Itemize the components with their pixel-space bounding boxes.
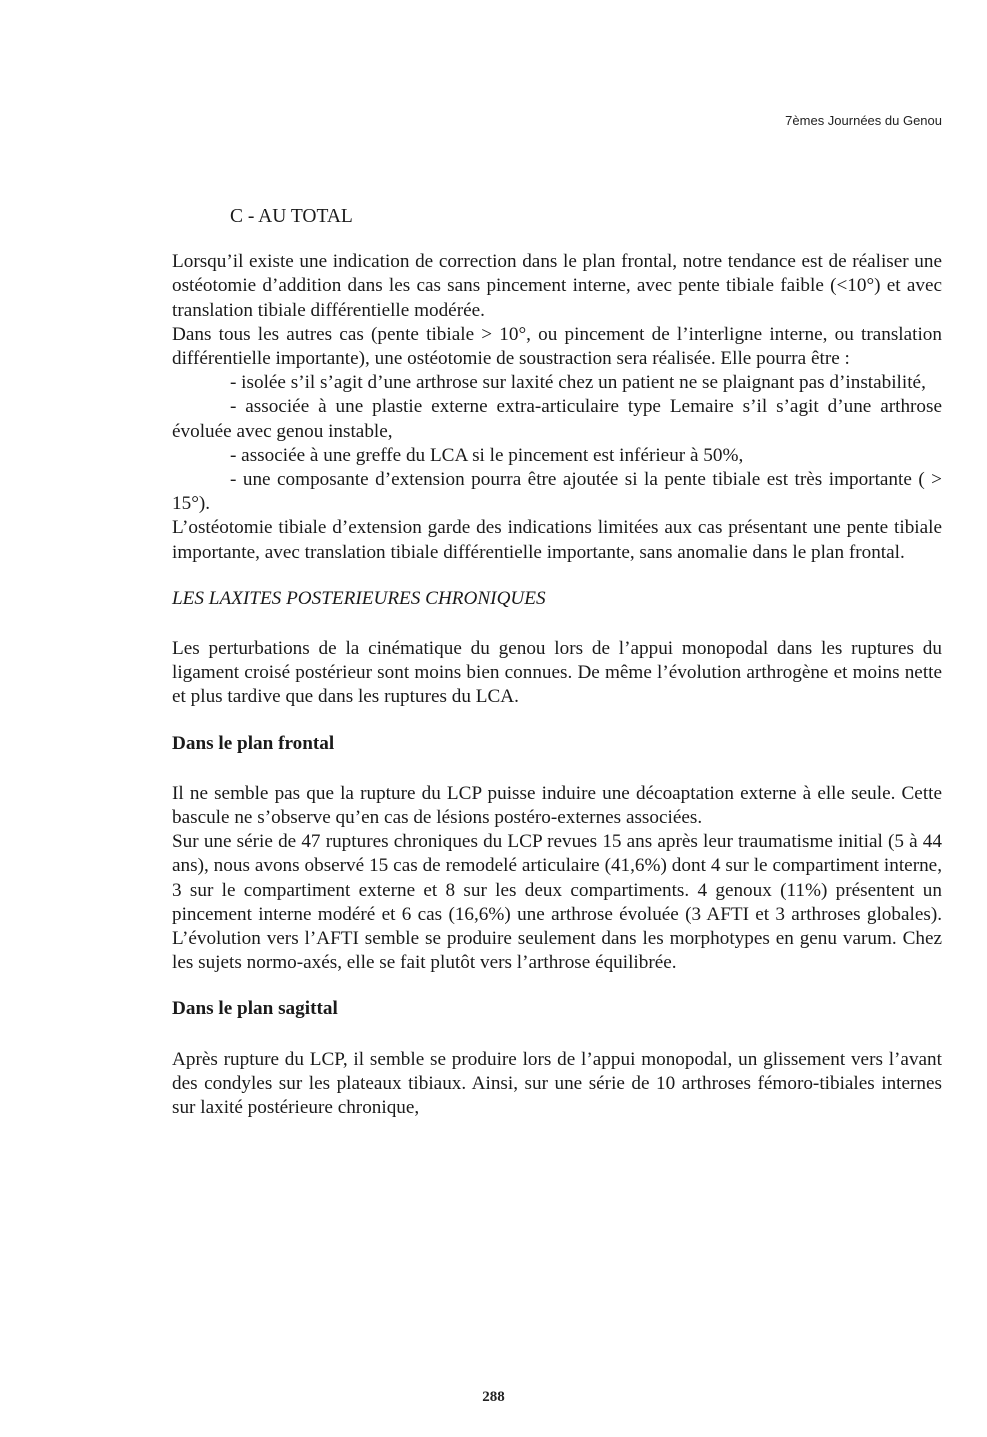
section-heading: C - AU TOTAL <box>230 206 353 227</box>
running-header: 7èmes Journées du Genou <box>785 113 942 128</box>
list-item: - isolée s’il s’agit d’une arthrose sur laxité chez un patient ne se plaignant pas d’instabilité, <box>230 372 926 394</box>
paragraph: Dans tous les autres cas (pente tibiale > 10°, ou pincement de l’interligne interne, ou translation différentielle importante), une ostéotomie de soustraction sera réalisée. Elle pourra être : <box>172 323 942 370</box>
section-heading: LES LAXITES POSTERIEURES CHRONIQUES <box>172 587 546 609</box>
list-item: - associée à une greffe du LCA si le pincement est inférieur à 50%, <box>230 444 744 466</box>
subsection-heading: Dans le plan frontal <box>172 732 335 754</box>
paragraph: L’ostéotomie tibiale d’extension garde des indications limitées aux cas présentant une pente tibiale importante, avec translation tibiale différentielle importante, sans anomalie dans le plan frontal. <box>172 517 942 563</box>
paragraph: Sur une série de 47 ruptures chroniques du LCP revues 15 ans après leur traumatisme initial (5 à 44 ans), nous avons observé 15 cas de remodelé articulaire (41,6%) dont 4 sur le compartiment interne, 3 sur le compartiment externe et 8 sur les deux compartiments. 4 genoux (11%) présentent un pincement interne modéré et 6 cas (16,6%) une arthrose évoluée (3 AFTI et 3 arthroses globales). L’évolution vers l’AFTI semble se produire seulement dans les morphotypes en genu varum. Chez les sujets normo-axés, elle se fait plutôt vers l’arthrose équilibrée. <box>172 831 942 974</box>
list-item: - associée à une plastie externe extra-articulaire type Lemaire s’il s’agit d’une arthrose évoluée avec genou instable, <box>172 396 942 442</box>
paragraph: Il ne semble pas que la rupture du LCP puisse induire une décoaptation externe à elle seule. Cette bascule ne s’observe qu’en cas de lésions postéro-externes associées. <box>172 782 942 829</box>
page-number: 288 <box>482 1389 505 1405</box>
paragraph: Après rupture du LCP, il semble se produire lors de l’appui monopodal, un glissement vers l’avant des condyles sur les plateaux tibiaux. Ainsi, sur une série de 10 arthroses fémoro-tibiales internes sur laxité postérieure chronique, <box>172 1048 942 1119</box>
paragraph: Lorsqu’il existe une indication de correction dans le plan frontal, notre tendance est de réaliser une ostéotomie d’addition dans les cas sans pincement interne, avec pente tibiale faible (<10°) et avec translation tibiale différentielle modérée. <box>172 251 942 321</box>
subsection-heading: Dans le plan sagittal <box>172 998 338 1020</box>
list-item: - une composante d’extension pourra être ajoutée si la pente tibiale est très importante ( > 15°). <box>172 469 942 515</box>
page-body <box>172 205 942 1120</box>
paragraph: Les perturbations de la cinématique du genou lors de l’appui monopodal dans les ruptures du ligament croisé postérieur sont moins bien connues. De même l’évolution arthrogène et moins nette et plus tardive que dans les ruptures du LCA. <box>172 638 942 708</box>
